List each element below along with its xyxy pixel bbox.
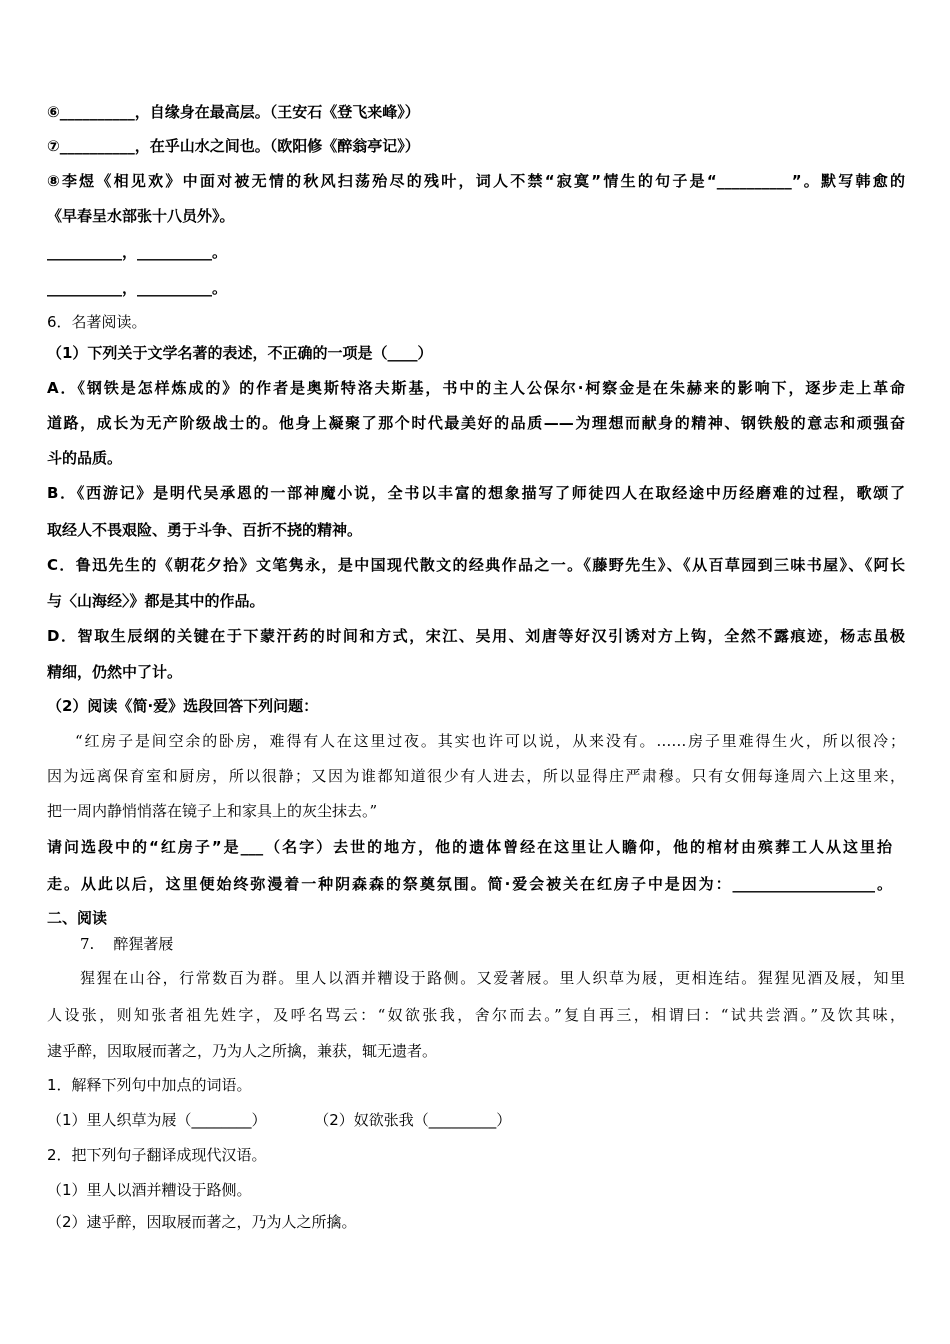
option-c: C．鲁迅先生的《朝花夕拾》文笔隽永，是中国现代散文的经典作品之一。《藤野先生》、《从百草园到三味书屋》、《阿长 xyxy=(47,556,905,574)
question-line-7: ⑦__________，在乎山水之间也。（欧阳修《醉翁亭记》） xyxy=(47,137,420,155)
option-b: 取经人不畏艰险、勇于斗争、百折不挠的精神。 xyxy=(47,521,363,539)
option-b: B．《西游记》是明代吴承恩的一部神魔小说，全书以丰富的想象描写了师徒四人在取经途中历经磨难的过程，歌颂了 xyxy=(47,484,905,502)
question-2-item-1: （1）里人以酒并糟设于路侧。 xyxy=(47,1181,252,1199)
quote-passage: “红房子是间空余的卧房，难得有人在这里过夜。其实也许可以说，从来没有。……房子里难得生火，所以很冷； xyxy=(75,732,905,750)
question-2-item-2: （2）逮乎醉，因取屐而著之，乃为人之所擒。 xyxy=(47,1213,357,1231)
question-1: 1．解释下列句中加点的词语。 xyxy=(47,1076,252,1094)
section-title: 6．名著阅读。 xyxy=(47,313,147,331)
quote-passage: 因为远离保育室和厨房，所以很静；又因为谁都知道很少有人进去，所以显得庄严肃穆。只有女佣每逢周六上这里来， xyxy=(47,767,905,785)
answer-blank-line: __________，__________。 xyxy=(47,279,228,297)
option-a: A．《钢铁是怎样炼成的》的作者是奥斯特洛夫斯基，书中的主人公保尔·柯察金是在朱赫来的影响下，逐步走上革命 xyxy=(47,379,905,397)
option-a: 道路，成长为无产阶级战士的。他身上凝聚了那个时代最美好的品质——为理想而献身的精神、钢铁般的意志和顽强奋 xyxy=(47,414,905,432)
answer-blank-line: __________，__________。 xyxy=(47,243,228,261)
passage-text: 人设张，则知张者祖先姓字，及呼名骂云：“奴欲张我，舍尔而去。”复自再三，相谓曰：“试共尝酒。”及饮其味， xyxy=(47,1006,905,1024)
question-line-8: ⑧李煜《相见欢》中面对被无情的秋风扫荡殆尽的残叶，词人不禁“寂寞”情生的句子是“__________”。默写韩愈的 xyxy=(47,172,905,190)
question-1-items: （1）里人织草为屐（________） （2）奴欲张我（_________） xyxy=(47,1111,512,1129)
passage-text: 逮乎醉，因取屐而著之，乃为人之所擒，兼获，辄无遗者。 xyxy=(47,1042,438,1060)
question-line-6: ⑥__________，自缘身在最高层。（王安石《登飞来峰》） xyxy=(47,103,420,121)
question-prompt: 请问选段中的“红房子”是___（名字）去世的地方，他的遗体曾经在这里让人瞻仰，他的棺材由殡葬工人从这里抬 xyxy=(47,838,892,856)
question-1: （1）下列关于文学名著的表述，不正确的一项是（____） xyxy=(47,344,433,362)
passage-text: 猩猩在山谷，行常数百为群。里人以酒并糟设于路侧。又爱著屐。里人织草为屐，更相连结。猩猩见酒及屐，知里 xyxy=(80,969,905,987)
quote-passage: 把一周内静悄悄落在镜子上和家具上的灰尘抹去。” xyxy=(47,802,378,820)
question-2: 2．把下列句子翻译成现代汉语。 xyxy=(47,1146,267,1164)
passage-title: 7. 醉猩著屐 xyxy=(80,935,174,953)
part-heading: 二、阅读 xyxy=(47,909,108,927)
question-2: （2）阅读《简·爱》选段回答下列问题： xyxy=(47,697,319,715)
option-d: D．智取生辰纲的关键在于下蒙汗药的时间和方式，宋江、吴用、刘唐等好汉引诱对方上钩，全然不露痕迹，杨志虽极 xyxy=(47,627,905,645)
option-d: 精细，仍然中了计。 xyxy=(47,663,183,681)
option-c: 与〈山海经〉》都是其中的作品。 xyxy=(47,592,265,610)
question-prompt: 走。从此以后，这里便始终弥漫着一种阴森森的祭奠氛围。简·爱会被关在红房子中是因为：___________________。 xyxy=(47,875,892,893)
question-line-8-cont: 《早春呈水部张十八员外》。 xyxy=(47,207,235,225)
option-a: 斗的品质。 xyxy=(47,449,123,467)
